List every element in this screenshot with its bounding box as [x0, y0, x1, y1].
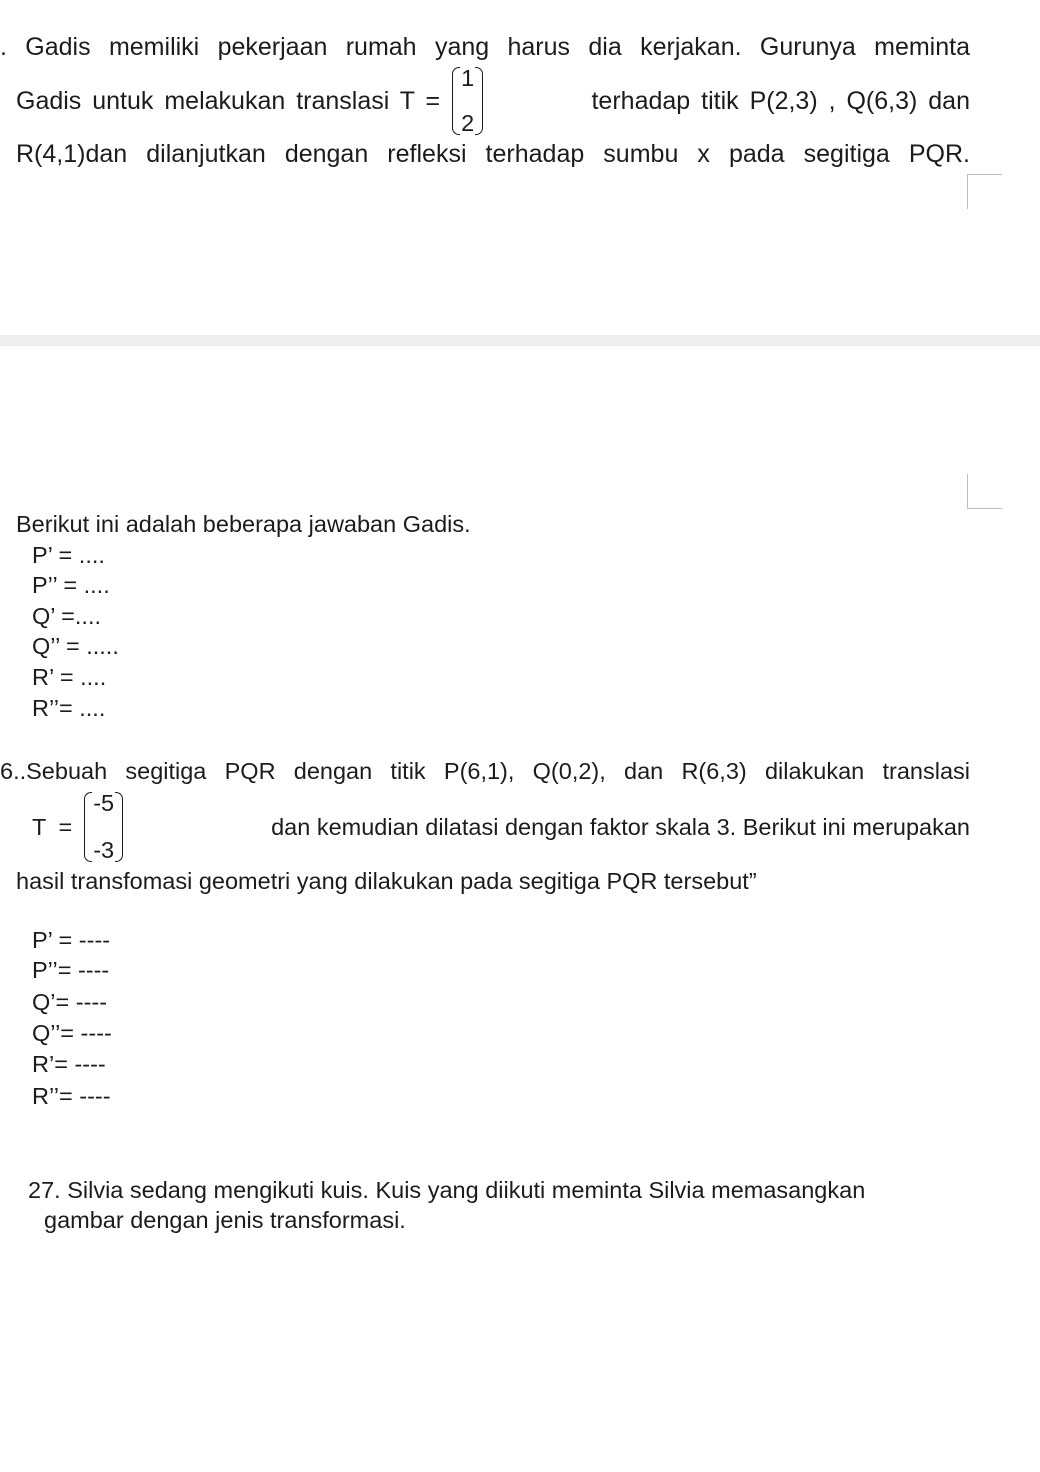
answer-item: R’ = .... — [32, 664, 107, 690]
answer-item: R’’= .... — [32, 695, 106, 721]
q25-line-2 — [16, 67, 970, 135]
crop-corner-top-left — [967, 174, 1002, 209]
vector-left-bracket — [84, 792, 92, 862]
vector-left-bracket — [452, 67, 460, 135]
vector-2-bottom: -3 — [93, 836, 115, 863]
answer-item: Q’= ---- — [32, 989, 108, 1015]
vector-right-bracket — [115, 792, 123, 862]
answer-item: Q’’= ---- — [32, 1020, 112, 1046]
q26-line-3: hasil transfomasi geometri yang dilakukan pada segitiga PQR tersebut” — [16, 868, 757, 894]
crop-corner-bottom-left — [967, 474, 1002, 509]
vector-2-top: -5 — [93, 790, 115, 816]
q26-line-2 — [32, 792, 970, 862]
answer-item: Q’ =.... — [32, 603, 101, 629]
answers-intro: Berikut ini adalah beberapa jawaban Gadis. — [16, 511, 471, 537]
vector-right-bracket — [475, 67, 483, 135]
answer-item: P’ = ---- — [32, 927, 111, 953]
q27-line-2: gambar dengan jenis transformasi. — [44, 1207, 406, 1233]
vector-1-bottom: 2 — [461, 109, 475, 136]
q26-t-label: T = — [32, 813, 73, 840]
translation-vector-1 — [452, 67, 483, 135]
q25-line-2-a: Gadis untuk melakukan translasi T = — [16, 86, 441, 115]
translation-vector-2 — [84, 792, 123, 862]
q26-line-1: 6..Sebuah segitiga PQR dengan titik P(6,1), Q(0,2), dan R(6,3) dilakukan translasi — [0, 758, 970, 784]
q26-line-2-b: dan kemudian dilatasi dengan faktor skala 3. Berikut ini merupakan — [271, 813, 970, 840]
q25-line-2-b: terhadap titik P(2,3) , Q(6,3) dan — [591, 86, 970, 115]
q27-line-1: 27. Silvia sedang mengikuti kuis. Kuis yang diikuti meminta Silvia memasangkan — [28, 1177, 866, 1203]
vector-1-top: 1 — [461, 65, 475, 91]
q25-line-3: R(4,1)dan dilanjutkan dengan refleksi terhadap sumbu x pada segitiga PQR. — [16, 140, 970, 168]
answer-item: R’= ---- — [32, 1051, 106, 1077]
q25-line-1: . Gadis memiliki pekerjaan rumah yang harus dia kerjakan. Gurunya meminta — [0, 33, 970, 61]
separator-band — [0, 335, 1040, 346]
answer-item: Q’’ = ..... — [32, 633, 119, 659]
answer-item: P’ = .... — [32, 542, 105, 568]
answer-item: P’’ = .... — [32, 572, 110, 598]
answer-item: R’’= ---- — [32, 1083, 111, 1109]
answer-item: P’’= ---- — [32, 957, 110, 983]
